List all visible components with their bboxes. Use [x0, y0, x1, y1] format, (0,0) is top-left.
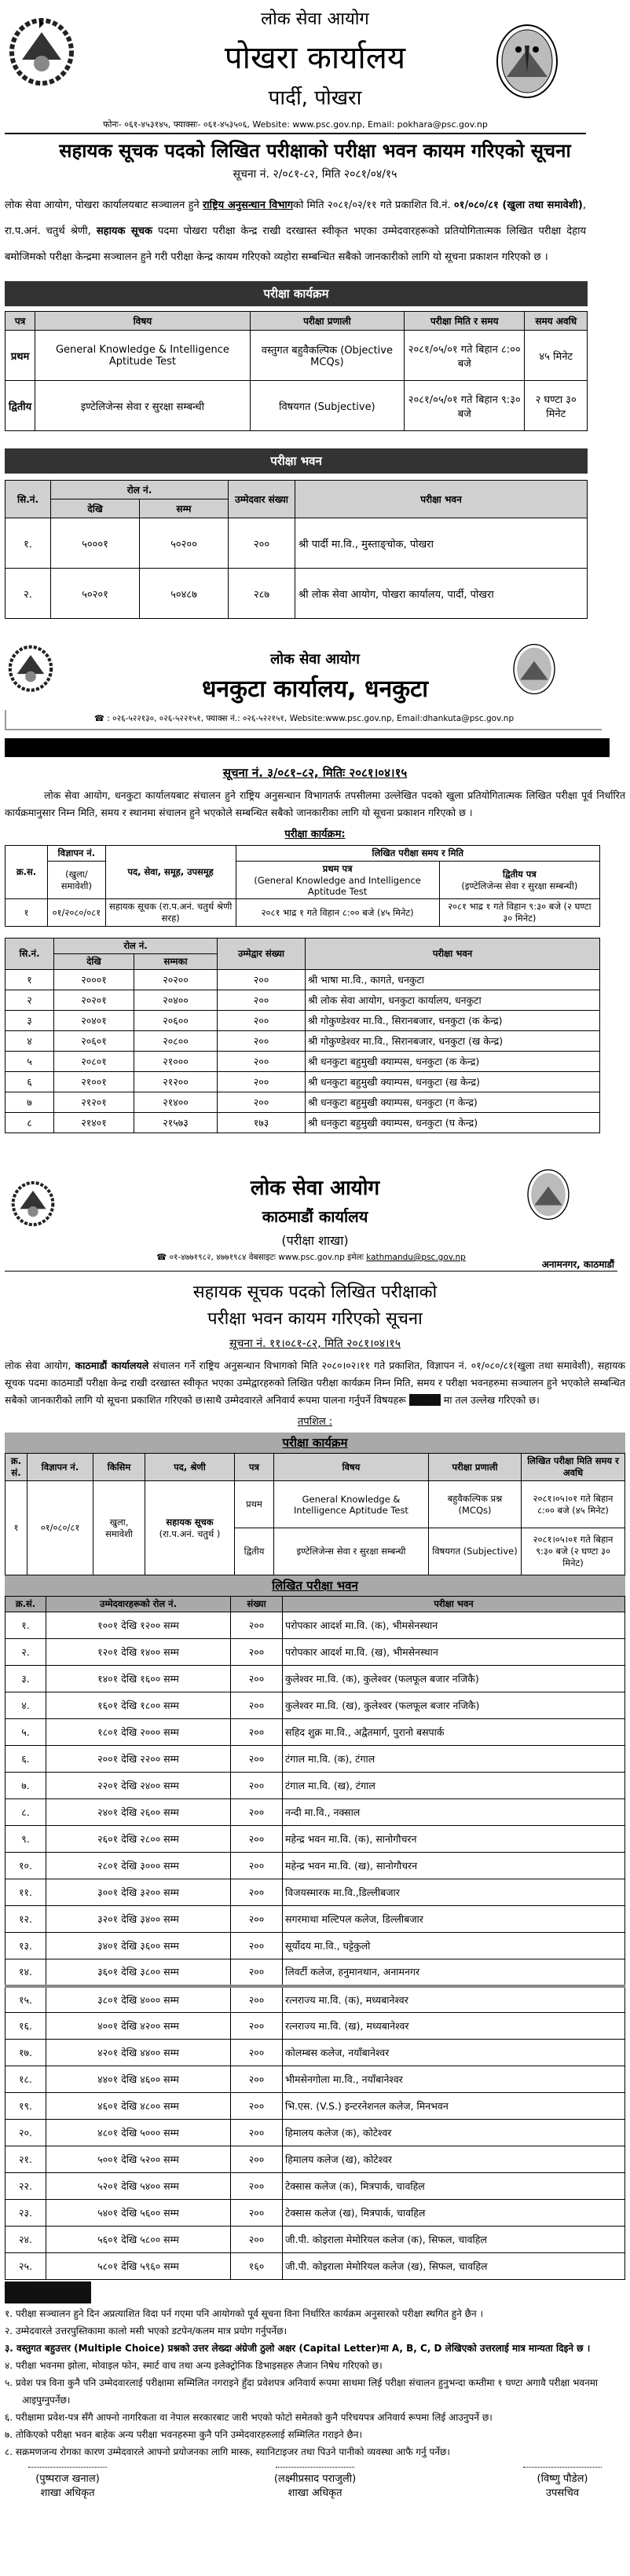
signatory-title: उपसचिव [545, 2487, 580, 2499]
table-row: १०. २८०१ देखि ३००० सम्म २०० महेन्द्र भवन मा.वि. (ख), सानोगौचरन [5, 1853, 625, 1879]
col-subject: विषय [35, 312, 251, 331]
table-row: प्रथम General Knowledge & Intelligence Aptitude Test वस्तुगत बहुवैकल्पिक (Objective MCQs) २०८१/०५/०१ गते बिहान ८:०० बजे ४५ मिनेट [5, 331, 588, 381]
table-row: ५ २०८०१ २१००० २०० श्री धनकुटा बहुमुखी क्याम्पस, धनकुटा (क केन्द्र) [5, 1052, 600, 1072]
table-row: द्वितीय इण्टेलिजेन्स सेवा र सुरक्षा सम्बन्धी विषयगत (Subjective) २०८१।०५।०१ गते बिहान ९:३० बजे (२ घण्टा ३० मिनेट) [5, 1528, 625, 1575]
signatory-title: शाखा अधिकृत [288, 2487, 342, 2499]
signatory-title: शाखा अधिकृत [40, 2487, 95, 2499]
notice-number: सूचना नं. ११।०८१-८२, मिति २०८१।०४।१५ [229, 1337, 401, 1350]
office-name: काठमाडौं कार्यालय [262, 1207, 368, 1226]
exam-schedule-table [5, 311, 588, 431]
note-item: १. परीक्षा सञ्चालन हुने दिन अप्रत्याशित विदा पर्न गएमा पनि आयोगको पूर्व सूचना विना निर्धारित कार्यक्रम अनुसारको परीक्षा स्थगित हुने छैन । [5, 2308, 484, 2319]
table-row: २. १२०१ देखि १४०० सम्म २०० परोपकार आदर्श मा.वि. (ख), भीमसेनस्थान [5, 1639, 625, 1666]
table-row: २०. ४८०१ देखि ५००० सम्म २०० हिमालय कलेज (क), कोटेश्वर [5, 2120, 625, 2146]
contact-info: ☎ : ०२६-५२२१३०, ०२६-५२२१५१, फ्याक्स नं.: ०२६-५२२१५१, Website:www.psc.gov.np, Email:dhankuta@psc.gov.np [5, 710, 602, 730]
nepal-government-emblem-icon [6, 13, 77, 87]
table-row: १९. ४६०१ देखि ४८०० सम्म २०० भि.एस. (V.S.) इन्टरनेशनल कलेज, मिनभवन [5, 2093, 625, 2120]
table-row: १५. ३८०१ देखि ४००० सम्म २०० रत्नराज्य मा.वि. (क), मध्यबानेश्वर [5, 1986, 625, 2013]
table-row: २३. ५४०१ देखि ५६०० सम्म २०० टेक्सास कलेज (ख), मित्रपार्क, चावहिल [5, 2200, 625, 2227]
email-link[interactable]: kathmandu@psc.gov.np [366, 1253, 466, 1262]
table-row: ८. २४०१ देखि २६०० सम्म २०० नन्दी मा.वि., नक्साल [5, 1799, 625, 1826]
table-row: १८. ४४०१ देखि ४६०० सम्म २०० भीमसेनगोला मा.वि., नयाँबानेश्वर [5, 2066, 625, 2093]
signatory-name: (पुष्पराज खनाल) [35, 2473, 100, 2485]
signatory-name: (लक्ष्मीप्रसाद पराजुली) [273, 2473, 357, 2485]
signatory [274, 2467, 356, 2499]
redacted-bar [5, 738, 610, 757]
notice-page [0, 6, 630, 2507]
table-row: १ ०१/२०८०/०८१ सहायक सूचक (रा.प.अनं. चतुर्थ श्रेणी सरह) २०८१ भाद्र १ गते विहान ८:०० बजे (४५ मिनेट) २०८१ भाद्र १ गते विहान ९:३० बजे (२ घण्टा ३० मिनेट) [5, 899, 600, 927]
table-row: १६. ४००१ देखि ४२०० सम्म २०० रत्नराज्य मा.वि. (ख), मध्यबानेश्वर [5, 2013, 625, 2040]
office-name: पोखरा कार्यालय [224, 40, 406, 76]
table-row: १. ५०००१ ५०२०० २०० श्री पार्दी मा.वि., मुस्ताङ्चोक, पोखरा [5, 518, 588, 569]
note-item: ४. परीक्षा भवनमा झोला, मोवाइल फोन, स्मार्ट वाच तथा अन्य इलेक्ट्रोनिक डिभाइसहरु लैजान निषेध गरिएको छ। [5, 2360, 383, 2371]
notice-title: सहायक सूचक पदको लिखित परीक्षाको परीक्षा भवन कायम गरिएको सूचना [59, 140, 571, 162]
table-row: १ ०१/०८०/८१ खुला, समावेशी सहायक सूचक (रा.प.अनं. चतुर्थ ) प्रथम General Knowledge & Intelligence Aptitude Test बहुवैकल्पिक प्रश्न (MCQs) २०८१।०५।०१ गते बिहान ८:०० बजे (४५ मिनेट) [5, 1481, 625, 1528]
notice-title: सहायक सूचक पदको लिखित परीक्षाको परीक्षा भवन कायम गरिएको सूचना [192, 1283, 438, 1329]
table-row: १. १००१ देखि १२०० सम्म २०० परोपकार आदर्श मा.वि. (क), भीमसेनस्थान [5, 1612, 625, 1639]
table-row: २५. ५८०१ देखि ५९६० सम्म १६० जी.पी. कोइराला मेमोरियल कलेज (ख), सिफल, चावहिल [5, 2253, 625, 2280]
tapsil-label: तपशिल : [297, 1416, 333, 1428]
signatory [28, 2467, 107, 2499]
table-row: ३. १४०१ देखि १६०० सम्म २०० कुलेश्वर मा.वि. (क), कुलेश्वर (फलफूल बजार नजिकै) [5, 1666, 625, 1692]
table-row: ५. १८०१ देखि २००० सम्म २०० सहिद शुक्र मा.वि., अद्वैतमार्ग, पुरानो बसपार्क [5, 1719, 625, 1746]
signature-line [28, 2467, 107, 2468]
signature-line [276, 2467, 354, 2468]
col-method: परीक्षा प्रणाली [250, 312, 404, 331]
psc-logo-icon [526, 1165, 570, 1224]
table-row: ६. २००१ देखि २२०० सम्म २०० टंगाल मा.वि. (क), टंगाल [5, 1746, 625, 1773]
nepal-government-emblem-icon [6, 634, 55, 701]
col-paper: पत्र [5, 312, 35, 331]
notice-number: सूचना नं. ३/०८१–८२, मितिः २०८१।०४।१५ [222, 766, 408, 780]
note-item: ३. वस्तुगत बहुउत्तर (Multiple Choice) प्रश्नको उत्तर लेख्दा अंग्रेजी ठुलो अक्षर (Capital Letter)मा A, B, C, D लेखिएको उत्तरलाई मात्र मान्यता दिइने छ । [5, 2343, 591, 2354]
note-item: ७. तोकिएको परीक्षा भवन बाहेक अन्य परीक्षा भवनहरुमा कुनै पनि उम्मेदवारहरुलाई सम्मिलित गराइने छैन। [5, 2429, 363, 2440]
halls-heading: परीक्षा भवन [5, 448, 588, 474]
note-item: ५. प्रवेश पत्र विना कुनै पनि उम्मेदवारलाई परीक्षामा सम्मिलित नगराइने हुँदा प्रवेशपत्र अनिवार्य रूपमा साथमा लिई परीक्षा संचालन हुनुभन्दा कम्तीमा १ घण्टा अगावै परीक्षा भवनमा आइपुग्नुपर्नेछ। [5, 2377, 599, 2406]
kathmandu-notice [0, 1165, 630, 2507]
nepal-government-emblem-icon [9, 1171, 57, 1234]
notice-body: लोक सेवा आयोग, काठमाडौं कार्यालयले संचालन गर्ने राष्ट्रिय अनुसन्धान विभागको मिति २०८०।०२।११ गते प्रकाशित, विज्ञापन नं. ०१/०८०/८१(खुला तथा समावेशी), सहायक सूचक पदमा काठमाडौं परीक्षा केन्द्र राखी दरखास्त स्वीकृत भएका उम्मेद्वारहरुको लिखित परीक्षा कार्यक्रम निम्न मिति, समय र परीक्षा भवनहरुमा सञ्चालन हुने भएकोले सम्बन्धित सबैको जानकारीको लागि यो सूचना प्रकाशित गरिएको छ।साथै उम्मेदवारले अनिवार्य रूपमा पालना गर्नुपर्ने विषयहरू द्रष्टव्य १ मा तल उल्लेख गरिएको छ। [5, 1359, 625, 1406]
exam-schedule-table: क्र.स. विज्ञापन नं. पद, सेवा, समूह, उपसमूह लिखित परीक्षा समय र मिति (खुला/समावेशी) प्रथम पत्र (General Knowledge and Intelligence Aptitude Test द्वितीय पत्र (इण्टेलिजेन्स सेवा र सुरक्षा सम्बन्धी) १ ०१/२०८०/०८१ सहायक सूचक (रा.प.अनं. चतुर्थ श्रेणी सरह) २०८१ भाद्र १ गते विहान ८:०० बजे (४५ मिनेट) २०८१ भाद्र १ गते विहान ९:३० बजे (२ घण्टा ३० मिनेट) [5, 845, 600, 927]
exam-halls-table: सि.नं. रोल नं. उम्मेद्वार संख्या परीक्षा भवन देखि सम्मका १ २०००१ २०२०० २०० श्री भाषा मा.वि., कागते, धनकुटा २ २०२०१ २०४०० २०० श्री लोक सेवा आयोग, धनकुटा कार्यालय, धनकुटा ३ २०४०१ २०६०० २०० श्री गोकुण्डेश्वर मा.वि., सिरानबजार, धनकुटा (क केन्द्र) ४ २०६०१ २०८०० २०० श्री गोकुण्डेश्वर मा.वि., सिरानबजार, धनकुटा (ख केन्द्र) ५ २०८०१ २१००० २०० श्री धनकुटा बहुमुखी क्याम्पस, धनकुटा (क केन्द्र) ६ २१००१ २१२०० २०० श्री धनकुटा बहुमुखी क्याम्पस, धनकुटा (ख केन्द्र) ७ २१२०१ २१४०० २०० श्री धनकुटा बहुमुखी क्याम्पस, धनकुटा (ग केन्द्र) ८ २१४०१ २१५७३ १७३ श्री धनकुटा बहुमुखी क्याम्पस, धनकुटा (घ केन्द्र) [5, 938, 600, 1133]
col-datetime: परीक्षा मिति र समय [405, 312, 525, 331]
halls-heading: लिखित परीक्षा भवन [5, 1575, 625, 1596]
table-row: ४. १६०१ देखि १८०० सम्म २०० कुलेश्वर मा.वि. (ख), कुलेश्वर (फलफूल बजार नजिकै) [5, 1692, 625, 1719]
table-row: १२. ३२०१ देखि ३४०० सम्म २०० सगरमाथा मल्टिपल कलेज, डिल्लीबजार [5, 1906, 625, 1933]
contact-info: ☎ ०१-४७७१९८२, ४७७१९८४ वेबसाइटः www.psc.gov.np इमेलः kathmandu@psc.gov.np [5, 1252, 617, 1272]
office-name: धनकुटा कार्यालय, धनकुटा [201, 675, 429, 703]
exam-halls-table: सि.नं. रोल नं. उम्मेदवार संख्या परीक्षा भवन देखि सम्म १. ५०००१ ५०२०० २०० श्री पार्दी मा.वि., मुस्ताङ्चोक, पोखरा २. ५०२०१ ५०४८७ २८७ श्री लोक सेवा आयोग, पोखरा कार्यालय, पार्दी, पोखरा [5, 480, 588, 619]
commission-name: लोक सेवा आयोग [261, 9, 369, 29]
table-row: १ २०००१ २०२०० २०० श्री भाषा मा.वि., कागते, धनकुटा [5, 970, 600, 990]
notes-heading: द्रष्टव्य १:- [5, 2281, 91, 2303]
branch-name: (परीक्षा शाखा) [281, 1233, 349, 1248]
table-row: ४ २०६०१ २०८०० २०० श्री गोकुण्डेश्वर मा.वि., सिरानबजार, धनकुटा (ख केन्द्र) [5, 1031, 600, 1052]
commission-name: लोक सेवा आयोग [250, 1176, 380, 1200]
exam-schedule-table: क्र. सं. विज्ञापन नं. किसिम पद, श्रेणी पत्र विषय परीक्षा प्रणाली लिखित परीक्षा मिति समय र अवधि १ ०१/०८०/८१ खुला, समावेशी सहायक सूचक (रा.प.अनं. चतुर्थ ) प्रथम General Knowledge & Intelligence Aptitude Test बहुवैकल्पिक प्रश्न (MCQs) २०८१।०५।०१ गते बिहान ८:०० बजे (४५ मिनेट) द्वितीय इण्टेलिजेन्स सेवा र सुरक्षा सम्बन्धी विषयगत (Subjective) २०८१।०५।०१ गते बिहान ९:३० बजे (२ घण्टा ३० मिनेट) [5, 1453, 625, 1575]
table-row: १७. ४२०१ देखि ४४०० सम्म २०० कोलम्बस कलेज, नयाँबानेश्वर [5, 2040, 625, 2066]
schedule-heading: परीक्षा कार्यक्रम [5, 281, 588, 306]
table-row: १३. ३४०१ देखि ३६०० सम्म २०० सूर्योदय मा.वि., घट्टेकुलो [5, 1933, 625, 1959]
table-row: २१. ५००१ देखि ५२०० सम्म २०० हिमालय कलेज (ख), कोटेश्वर [5, 2146, 625, 2173]
exam-halls-table: क्र.सं. उम्मेदवारहरूको रोल नं. संख्या परीक्षा भवन १. १००१ देखि १२०० सम्म २०० परोपकार आदर्श मा.वि. (क), भीमसेनस्थान २. १२०१ देखि १४०० सम्म २०० परोपकार आदर्श मा.वि. (ख), भीमसेनस्थान ३. १४०१ देखि १६०० सम्म २०० कुलेश्वर मा.वि. (क), कुलेश्वर (फलफूल बजार नजिकै) ४. १६०१ देखि १८०० सम्म २०० कुलेश्वर मा.वि. (ख), कुलेश्वर (फलफूल बजार नजिकै) ५. १८०१ देखि २००० सम्म २०० सहिद शुक्र मा.वि., अद्वैतमार्ग, पुरानो बसपार्क ६. २००१ देखि २२०० सम्म २०० टंगाल मा.वि. (क), टंगाल ७. २२०१ देखि २४०० सम्म २०० टंगाल मा.वि. (ख), टंगाल ८. २४०१ देखि २६०० सम्म २०० नन्दी मा.वि., नक्साल ९. २६०१ देखि २८०० सम्म २०० महेन्द्र भवन मा.वि. (क), सानोगौचरन १०. २८०१ देखि ३००० सम्म २०० महेन्द्र भवन मा.वि. (ख), सानोगौचरन ११. ३००१ देखि ३२०० सम्म २०० विजयस्मारक मा.वि.,डिल्लीबजार १२. ३२०१ देखि ३४०० सम्म २०० सगरमाथा मल्टिपल कलेज, डिल्लीबजार १३. ३४०१ देखि ३६०० सम्म २०० सूर्योदय मा.वि., घट्टेकुलो १४. ३६०१ देखि ३८०० सम्म २०० लिवर्टी कलेज, हनुमानथान, अनामनगर १५. ३८०१ देखि ४००० सम्म २०० रत्नराज्य मा.वि. (क), मध्यबानेश्वर १६. ४००१ देखि ४२०० सम्म २०० रत्नराज्य मा.वि. (ख), मध्यबानेश्वर १७. ४२०१ देखि ४४०० सम्म २०० कोलम्बस कलेज, नयाँबानेश्वर १८. ४४०१ देखि ४६०० सम्म २०० भीमसेनगोला मा.वि., नयाँबानेश्वर १९. ४६०१ देखि ४८०० सम्म २०० भि.एस. (V.S.) इन्टरनेशनल कलेज, मिनभवन २०. ४८०१ देखि ५००० सम्म २०० हिमालय कलेज (क), कोटेश्वर २१. ५००१ देखि ५२०० सम्म २०० हिमालय कलेज (ख), कोटेश्वर २२. ५२०१ देखि ५४०० सम्म २०० टेक्सास कलेज (क), मित्रपार्क, चावहिल २३. ५४०१ देखि ५६०० सम्म २०० टेक्सास कलेज (ख), मित्रपार्क, चावहिल २४. ५६०१ देखि ५८०० सम्म २०० जी.पी. कोइराला मेमोरियल कलेज (क), सिफल, चावहिल २५. ५८०१ देखि ५९६० सम्म १६० जी.पी. कोइराला मेमोरियल कलेज (ख), सिफल, चावहिल [5, 1596, 625, 2280]
table-row: ९. २६०१ देखि २८०० सम्म २०० महेन्द्र भवन मा.वि. (क), सानोगौचरन [5, 1826, 625, 1853]
pokhara-notice [0, 6, 630, 607]
table-row: २. ५०२०१ ५०४८७ २८७ श्री लोक सेवा आयोग, पोखरा कार्यालय, पार्दी, पोखरा [5, 569, 588, 619]
schedule-heading: परीक्षा कार्यक्रम: [284, 829, 346, 840]
table-row: ६ २१००१ २१२०० २०० श्री धनकुटा बहुमुखी क्याम्पस, धनकुटा (ख केन्द्र) [5, 1072, 600, 1092]
signatory [523, 2467, 602, 2499]
table-row: २२. ५२०१ देखि ५४०० सम्म २०० टेक्सास कलेज (क), मित्रपार्क, चावहिल [5, 2173, 625, 2200]
signatory-name: (विष्णु पौडेल) [537, 2473, 588, 2485]
table-row: द्वितीय इण्टेलिजेन्स सेवा र सुरक्षा सम्बन्धी विषयगत (Subjective) २०८१/०५/०१ गते बिहान ९:३० बजे २ घण्टा ३० मिनेट [5, 381, 588, 431]
notice-number: सूचना नं. २/०८१-८२, मिति २०८१/०४/१५ [233, 168, 397, 181]
table-row: ३ २०४०१ २०६०० २०० श्री गोकुण्डेश्वर मा.वि., सिरानबजार, धनकुटा (क केन्द्र) [5, 1011, 600, 1031]
signature-line [523, 2467, 602, 2468]
table-row: १४. ३६०१ देखि ३८०० सम्म २०० लिवर्टी कलेज, हनुमानथान, अनामनगर [5, 1959, 625, 1986]
psc-logo-icon [495, 22, 559, 101]
notice-body: लोक सेवा आयोग, पोखरा कार्यालयबाट सञ्चालन हुने राष्ट्रिय अनुसन्धान विभागको मिति २०८१/०२/११ गते प्रकाशित वि.नं. ०१/०८०/८१ (खुला तथा समावेशी), रा.प.अनं. चतुर्थ श्रेणी, सहायक सूचक पदमा पोखरा परीक्षा केन्द्र राखी दरखास्त स्वीकृत भएका उम्मेदवारहरूको प्रतियोगितात्मक लिखित परीक्षा देहाय बमोजिमको परीक्षा केन्द्रमा सञ्चालन हुने गरी परीक्षा केन्द्र कायम गरिएको व्यहोरा सम्बन्धित सबैको जानकारीको लागि यो सूचना प्रकाशन गरिएको छ । [5, 199, 587, 263]
table-row: ११. ३००१ देखि ३२०० सम्म २०० विजयस्मारक मा.वि.,डिल्लीबजार [5, 1879, 625, 1906]
note-item: ८. सक्रमणजन्य रोगका कारण उम्मेदवारले आफ्नो प्रयोजनका लागि मास्क, स्यानिटाइजर तथा पिउने पानीको व्यवस्था आफै गर्नु पर्नेछ। [5, 2446, 450, 2457]
col-duration: समय अवधि [525, 312, 588, 331]
signatures [5, 2467, 625, 2507]
notice-body: लोक सेवा आयोग, धनकुटा कार्यालयबाट संचालन हुने राष्ट्रिय अनुसन्धान विभागतर्फ तपसीलमा उल्लेखित पदको खुला प्रतियोगितात्मक लिखित परीक्षा पूर्व निर्धारित कार्यक्रमानुसार निम्न मिति, समय र स्थानमा संचालन हुने भएकोले सम्बन्धित सबैको जानकारीका लागि यो सूचना प्रकाशन गरिएको छ । [5, 789, 625, 818]
note-item: ६. परीक्षामा प्रवेश-पत्र सँगै आफ्नो नागरिकता वा नेपाल सरकारबाट जारी भएको फोटो समेतको कुनै परिचयपत्र अनिवार्य रूपमा लिई आउनुपर्ने छ। [5, 2412, 493, 2423]
office-address: अनामनगर, काठमाडौं [541, 1259, 614, 1270]
table-row: २४. ५६०१ देखि ५८०० सम्म २०० जी.पी. कोइराला मेमोरियल कलेज (क), सिफल, चावहिल [5, 2227, 625, 2253]
table-row: ७. २२०१ देखि २४०० सम्म २०० टंगाल मा.वि. (ख), टंगाल [5, 1773, 625, 1799]
table-row: ७ २१२०१ २१४०० २०० श्री धनकुटा बहुमुखी क्याम्पस, धनकुटा (ग केन्द्र) [5, 1092, 600, 1113]
dhankuta-notice [0, 631, 630, 1133]
schedule-heading: परीक्षा कार्यक्रम [5, 1433, 625, 1453]
psc-logo-icon [512, 637, 556, 701]
notes-list [5, 2305, 625, 2461]
table-row: २ २०२०१ २०४०० २०० श्री लोक सेवा आयोग, धनकुटा कार्यालय, धनकुटा [5, 990, 600, 1011]
commission-name: लोक सेवा आयोग [270, 651, 360, 668]
table-row: ८ २१४०१ २१५७३ १७३ श्री धनकुटा बहुमुखी क्याम्पस, धनकुटा (घ केन्द्र) [5, 1113, 600, 1133]
contact-info: फोनः- ०६१-४५३१४५, फ्याक्सः- ०६१-४५३५०६, Website: www.psc.gov.np, Email: pokhara@psc.gov.np [5, 119, 586, 134]
note-item: २. उम्मेदवारले उत्तरपुस्तिकामा कालो मसी भएको डटपेन/कलम मात्र प्रयोग गर्नुपर्नेछ। [5, 2325, 288, 2336]
office-location: पार्दी, पोखरा [268, 86, 362, 110]
